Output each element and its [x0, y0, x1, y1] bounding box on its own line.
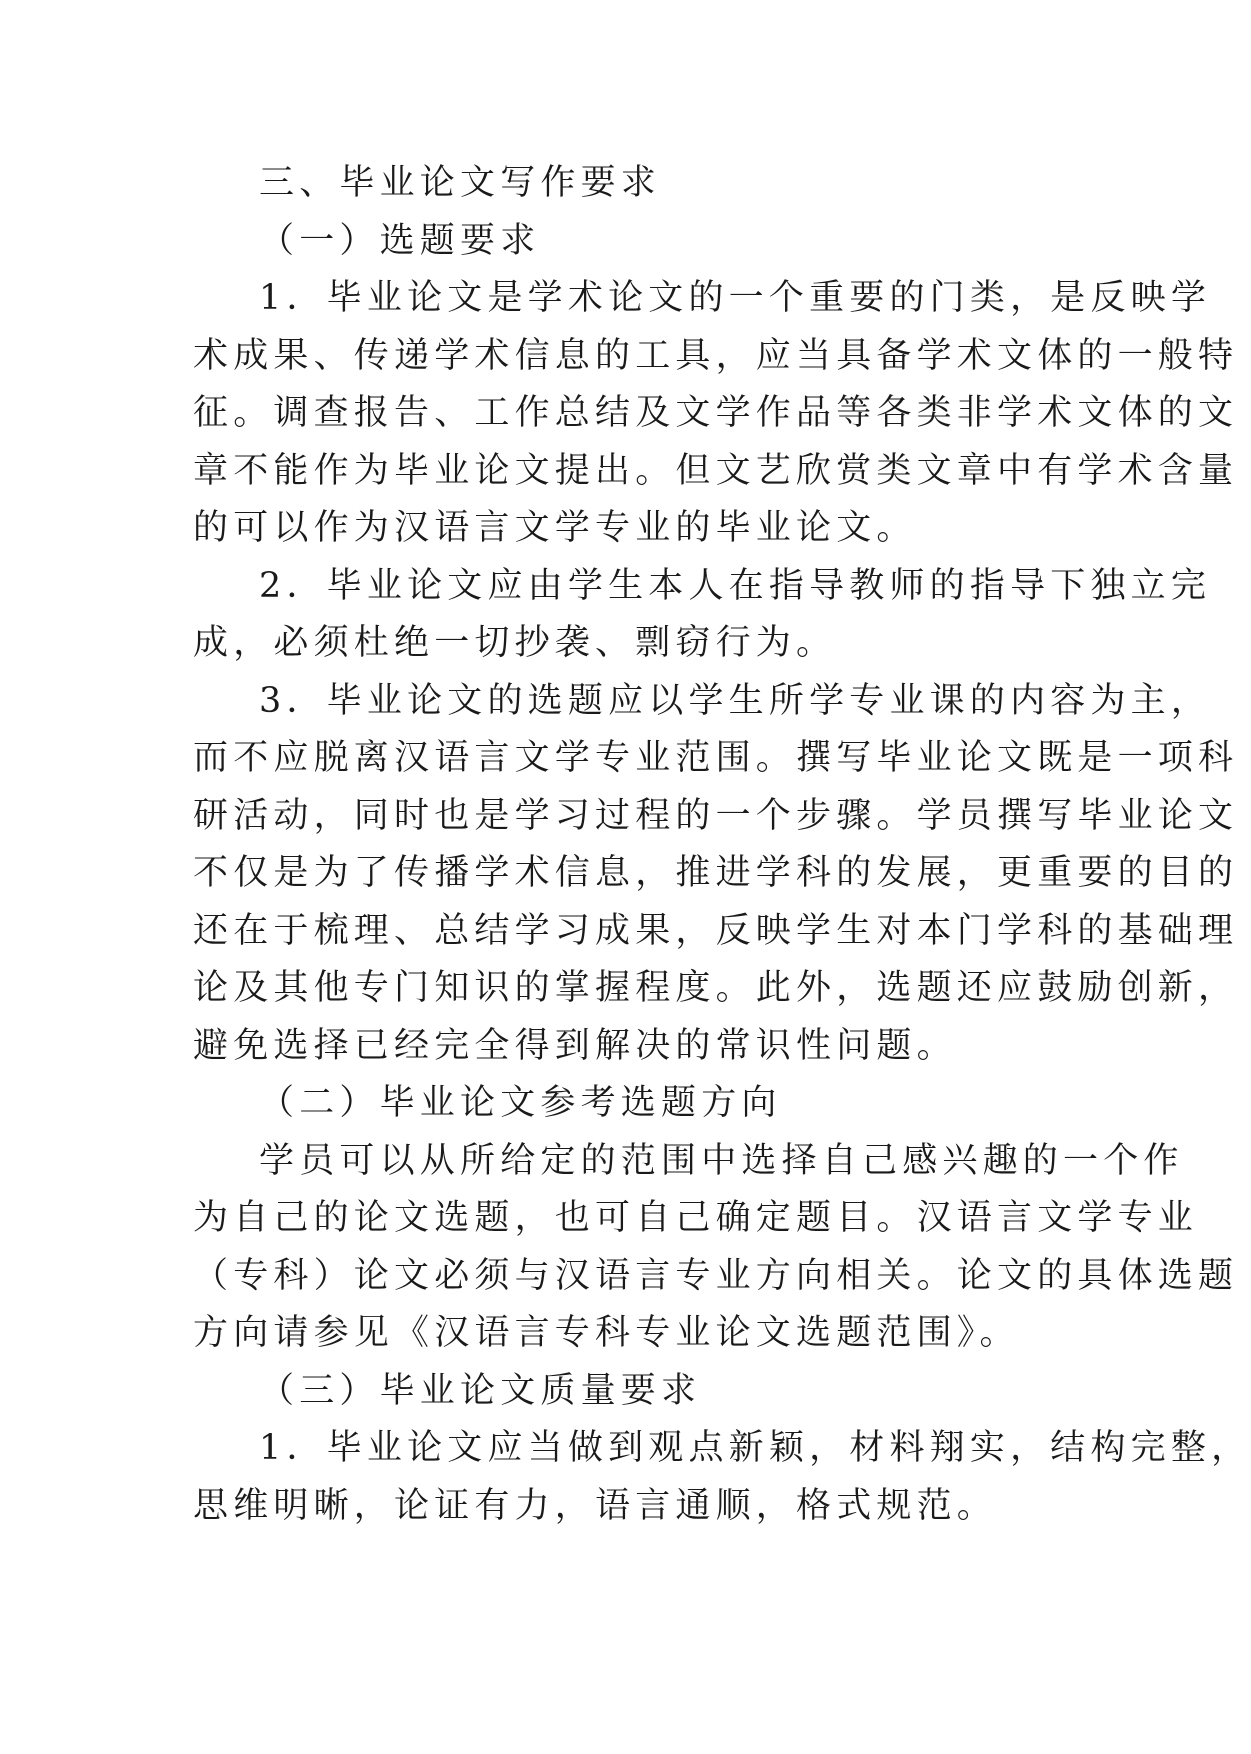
section-heading: 三、毕业论文写作要求	[259, 163, 662, 203]
paragraph-line: 成，必须杜绝一切抄袭、剽窃行为。	[193, 623, 837, 663]
paragraph-line: 2．毕业论文应由学生本人在指导教师的指导下独立完	[259, 565, 1212, 606]
paragraph-line: 研活动，同时也是学习过程的一个步骤。学员撰写毕业论文	[193, 795, 1239, 836]
subsection-heading: （三）毕业论文质量要求	[259, 1370, 702, 1411]
paragraph-line: 避免选择已经完全得到解决的常识性问题。	[193, 1025, 957, 1066]
document-body	[193, 155, 1251, 1535]
paragraph-line: 而不应脱离汉语言文学专业范围。撰写毕业论文既是一项科	[193, 738, 1239, 778]
paragraph-line: 还在于梳理、总结学习成果，反映学生对本门学科的基础理	[193, 910, 1239, 951]
subsection-heading: （二）毕业论文参考选题方向	[259, 1083, 782, 1123]
paragraph-line: 学员可以从所给定的范围中选择自己感兴趣的一个作	[259, 1140, 1184, 1181]
paragraph-line: 征。调查报告、工作总结及文学作品等各类非学术文体的文	[193, 393, 1239, 433]
paragraph-line: 论及其他专门知识的掌握程度。此外，选题还应鼓励创新，	[193, 968, 1239, 1008]
paragraph-line: 1．毕业论文应当做到观点新颖，材料翔实，结构完整，	[259, 1428, 1251, 1468]
paragraph-line: 1．毕业论文是学术论文的一个重要的门类，是反映学	[259, 278, 1212, 318]
paragraph-line: 方向请参见《汉语言专科专业论文选题范围》。	[193, 1313, 1020, 1353]
subsection-heading: （一）选题要求	[259, 220, 541, 261]
paragraph-line: 章不能作为毕业论文提出。但文艺欣赏类文章中有学术含量	[193, 450, 1239, 491]
paragraph-line: 为自己的论文选题，也可自己确定题目。汉语言文学专业	[193, 1198, 1199, 1238]
paragraph-line: （专科）论文必须与汉语言专业方向相关。论文的具体选题	[193, 1255, 1239, 1296]
paragraph-line: 术成果、传递学术信息的工具，应当具备学术文体的一般特	[193, 335, 1239, 376]
paragraph-line: 的可以作为汉语言文学专业的毕业论文。	[193, 508, 917, 548]
paragraph-line: 3．毕业论文的选题应以学生所学专业课的内容为主，	[259, 680, 1212, 721]
paragraph-line: 不仅是为了传播学术信息，推进学科的发展，更重要的目的	[193, 853, 1239, 893]
paragraph-line: 思维明晰，论证有力，语言通顺，格式规范。	[193, 1485, 998, 1526]
